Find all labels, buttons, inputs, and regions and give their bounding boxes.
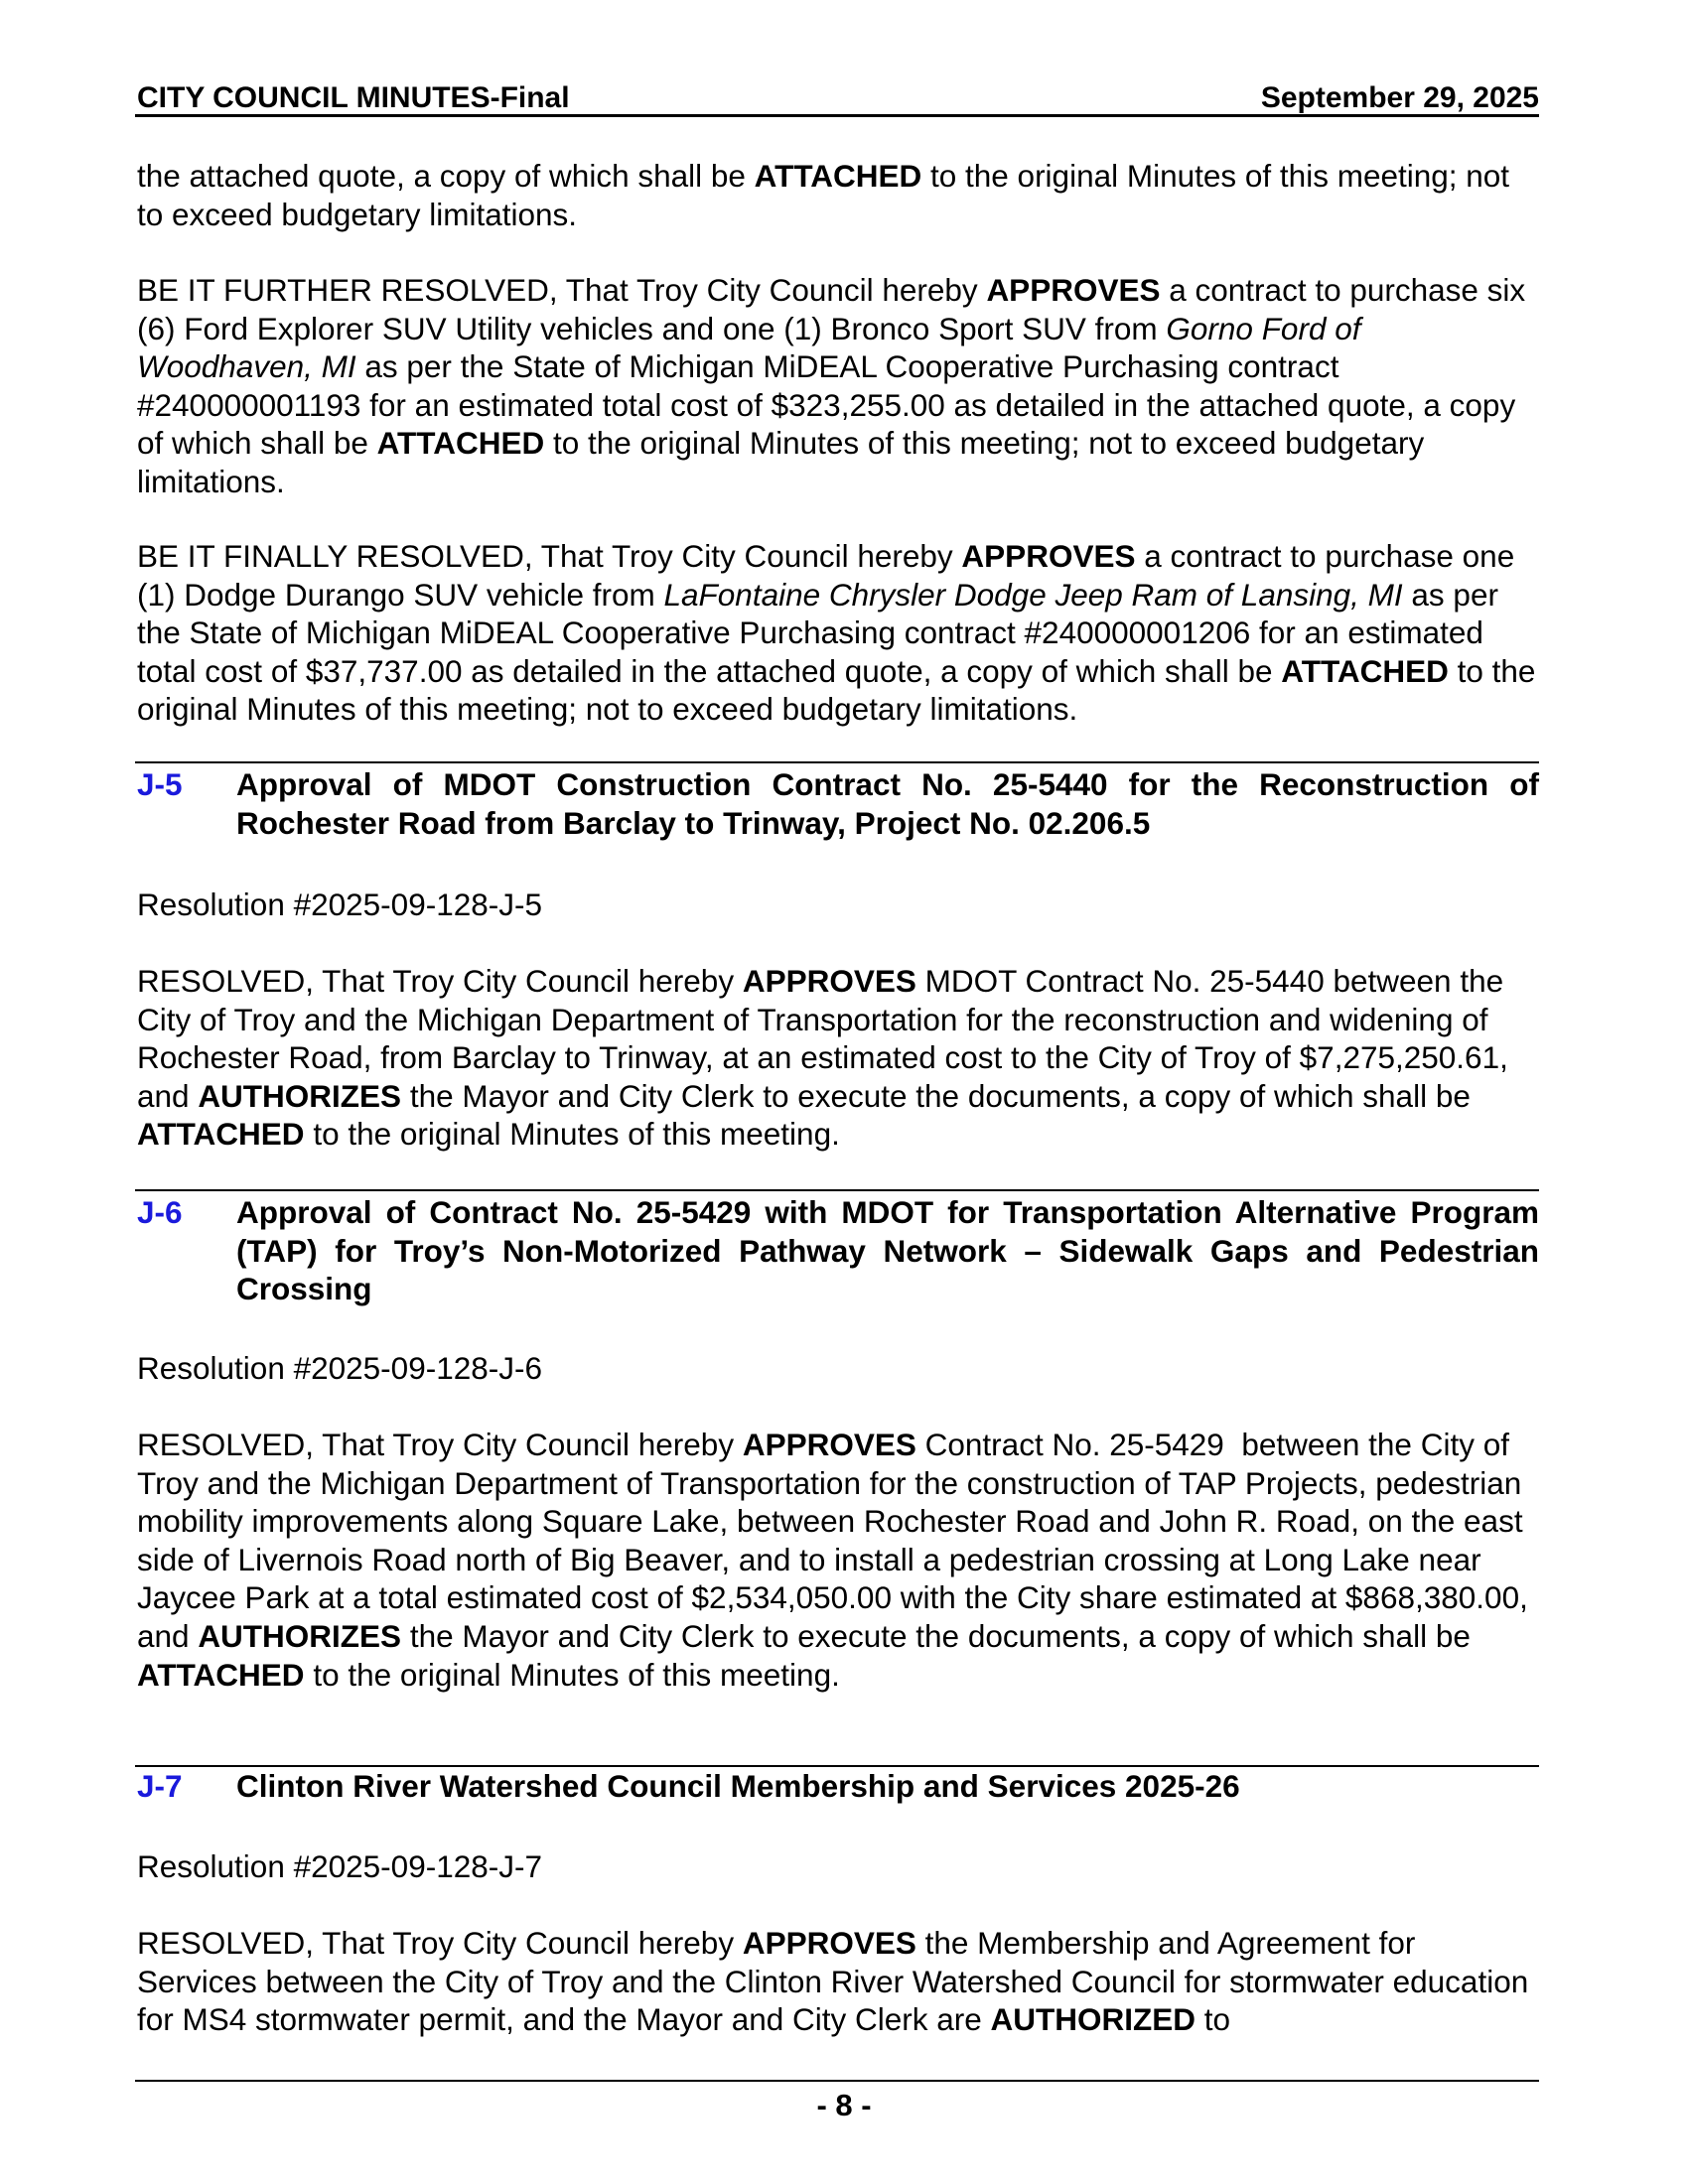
resolution-body [137,962,1539,1154]
text-run: a contract to purchase six (6) Ford Explorer SUV Utility vehicles and one (1) Bronco Sport SUV from [137,272,1534,346]
text-run: BE IT FURTHER RESOLVED, That Troy City Council hereby [137,272,987,308]
text-run: the Mayor and City Clerk to execute the documents, a copy of which shall be [401,1077,1479,1114]
text-run: the Mayor and City Clerk to execute the documents, a copy of which shall be [401,1617,1479,1654]
text-run: to the original Minutes of this meeting. [304,1656,840,1693]
emphasis-text: APPROVES [986,272,1161,308]
emphasis-text: ATTACHED [376,425,545,462]
item-divider [135,761,1539,763]
resolution-number: Resolution #2025-09-128-J-7 [137,1848,543,1884]
emphasis-text: APPROVES [742,1925,916,1961]
text-run: as per the State of Michigan MiDEAL Cooperative Purchasing contract #240000001193 for an estimated total cost of $323,255.00 as detailed in the attached quote, a copy of which shall be [137,348,1524,462]
item-title: Approval of MDOT Construction Contract No. 25-5440 for the Reconstruction of Rochester Road from Barclay to Trinway, Project No. 02.206.5 [236,766,1539,841]
item-number: J-5 [137,766,183,802]
continuation-paragraph [137,157,1539,233]
text-run: the attached quote, a copy of which shall be [137,158,755,194]
text-run: to the original Minutes of this meeting; not to exceed budgetary limitations. [137,158,1518,232]
text-run: as per the State of Michigan MiDEAL Cooperative Purchasing contract #240000001206 for an estimated total cost of $37,737.00 as detailed in the attached quote, a copy of which shall be [137,576,1507,689]
further-resolved-paragraph [137,271,1539,501]
header-rule [135,114,1539,117]
emphasis-text: ATTACHED [137,1656,305,1693]
text-run: to the original Minutes of this meeting; not to exceed budgetary limitations. [137,425,1433,499]
meeting-date: September 29, 2025 [1260,81,1539,114]
footer-rule [135,2080,1539,2082]
resolution-body [137,1426,1539,1694]
text-run: Contract No. 25-5429 between the City of Troy and the Michigan Department of Transportation for the construction of TAP Projects, pedestrian mobility improvements along Square Lake, between Rochester Road and John R. Road, on the east side of Livernois Road north of Big Beaver, and to install a pedestrian crossing at Long Lake near Jaycee Park at a total estimated cost of $2,534,050.00 with the City share estimated at $868,380.00, and [137,1427,1537,1654]
text-run: to the original Minutes of this meeting; not to exceed budgetary limitations. [137,652,1545,728]
item-number: J-7 [137,1768,183,1804]
emphasis-text: AUTHORIZES [198,1617,402,1654]
emphasis-text: ATTACHED [137,1116,305,1153]
finally-resolved-paragraph [137,537,1545,729]
vendor-name: LaFontaine Chrysler Dodge Jeep Ram of Lansing, MI [663,576,1403,613]
item-divider [135,1189,1539,1191]
document-title: CITY COUNCIL MINUTES-Final [137,81,570,114]
item-title: Approval of Contract No. 25-5429 with MDOT for Transportation Alternative Program (TAP) for Troy’s Non-Motorized Pathway Network – Sidewalk Gaps and Pedestrian Crossing [236,1194,1539,1307]
text-run: to [1196,2001,1231,2038]
resolution-body [137,1924,1539,2039]
emphasis-text: AUTHORIZED [990,2001,1196,2038]
page-number: - 8 - [816,2088,872,2122]
text-run: MDOT Contract No. 25-5440 between the City of Troy and the Michigan Department of Transportation for the reconstruction and widening of Rochester Road, from Barclay to Trinway, at an estimated cost to the City of Troy of $7,275,250.61, and [137,963,1517,1114]
item-number: J-6 [137,1194,183,1230]
page-header [137,81,1539,115]
emphasis-text: APPROVES [742,1427,916,1462]
text-run: to the original Minutes of this meeting. [304,1116,840,1153]
resolution-number: Resolution #2025-09-128-J-5 [137,887,543,922]
emphasis-text: AUTHORIZES [198,1077,402,1114]
item-title: Clinton River Watershed Council Membership and Services 2025-26 [236,1768,1240,1804]
resolution-number: Resolution #2025-09-128-J-6 [137,1350,543,1386]
emphasis-text: ATTACHED [754,158,922,194]
emphasis-text: ATTACHED [1281,652,1449,689]
text-run: RESOLVED, That Troy City Council hereby [137,1427,743,1462]
vendor-name: Gorno Ford of Woodhaven, MI [137,310,1370,385]
emphasis-text: APPROVES [961,538,1136,574]
emphasis-text: APPROVES [742,963,916,999]
text-run: a contract to purchase one (1) Dodge Durango SUV vehicle from [137,538,1523,613]
text-run: RESOLVED, That Troy City Council hereby [137,963,743,999]
text-run: the Membership and Agreement for Services between the City of Troy and the Clinton River Watershed Council for stormwater education for MS4 stormwater permit, and the Mayor and City Clerk are [137,1925,1537,2038]
text-run: RESOLVED, That Troy City Council hereby [137,1925,743,1961]
text-run: BE IT FINALLY RESOLVED, That Troy City Council hereby [137,538,962,574]
